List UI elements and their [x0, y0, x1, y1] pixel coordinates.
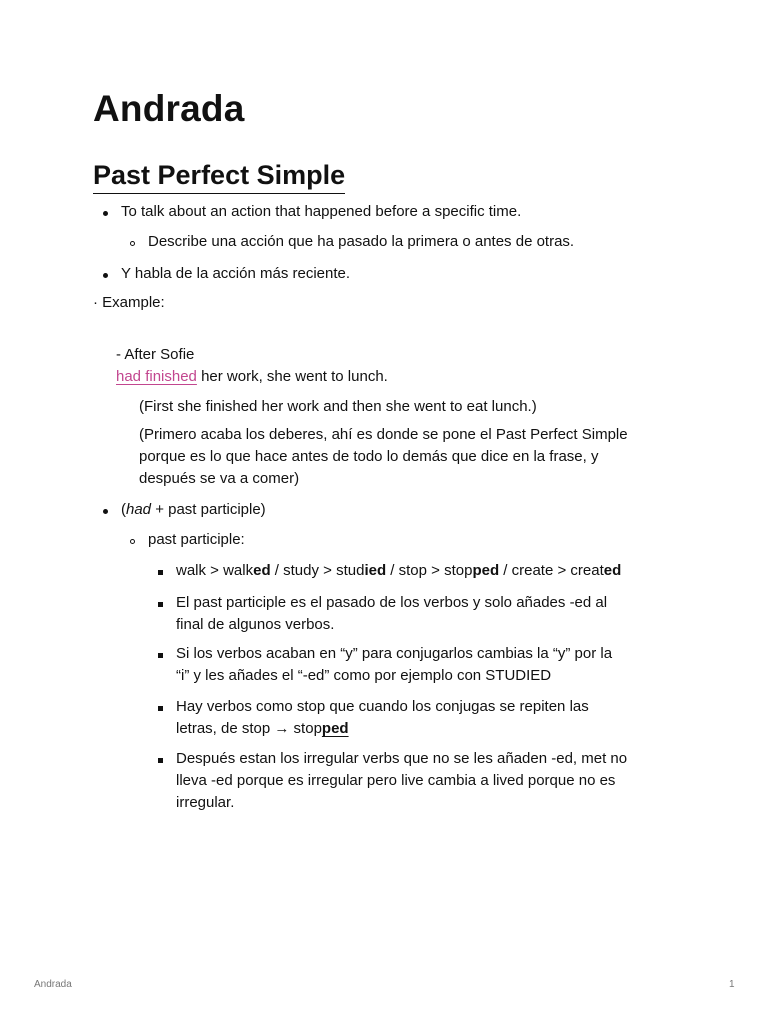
rule-text: El past participle es el pasado de los verbos y solo añades -ed al: [176, 594, 608, 611]
rule-suffix: ed: [253, 562, 271, 579]
rule-text: / study > stud: [270, 562, 365, 579]
bullet-square-icon: [158, 602, 163, 607]
bullet-square-icon: [158, 758, 163, 763]
example-note-es-line: después se va a comer): [139, 470, 300, 487]
example-note-es-line: porque es lo que hace antes de todo lo demás que dice en la frase, y: [139, 448, 599, 465]
rule-text: / stop > stop: [386, 562, 473, 579]
bullet-text: To talk about an action that happened before a specific time.: [121, 203, 522, 220]
bullet-circle-icon: [130, 539, 135, 544]
rule-text: lleva -ed porque es irregular pero live cambia a lived porque no es: [176, 772, 616, 789]
sub-bullet-text: past participle:: [148, 531, 245, 548]
example-note-en: (First she finished her work and then she went to eat lunch.): [139, 398, 537, 415]
rule-examples: [176, 560, 621, 582]
bullet-square-icon: [158, 706, 163, 711]
document-title: Andrada: [93, 88, 245, 129]
formula-rest: + past participle): [151, 501, 266, 518]
rule-text: “i” y les añades el “-ed” como por ejemplo con STUDIED: [176, 667, 552, 684]
bullet-text: Y habla de la acción más reciente.: [121, 265, 351, 282]
rule-suffix: ed: [603, 562, 622, 579]
bullet-disc-icon: [103, 509, 108, 514]
bullet-disc-icon: [103, 273, 108, 278]
highlighted-text: had finished: [116, 368, 197, 385]
example-sentence-start: - After Sofie: [116, 346, 195, 363]
formula-paren: (: [121, 501, 126, 518]
bullet-circle-icon: [130, 241, 135, 246]
formula-text: [121, 499, 266, 521]
rule-text: Después estan los irregular verbs que no se les añaden -ed, met no: [176, 750, 628, 767]
bullet-square-icon: [158, 653, 163, 658]
rule-suffix: ped: [472, 562, 500, 579]
example-sentence: [116, 366, 388, 388]
rule-text: Hay verbos como stop que cuando los conjugas se repiten las: [176, 698, 589, 715]
rule-text: walk > walk: [176, 562, 254, 579]
rule-text: / create > creat: [499, 562, 604, 579]
formula-had: had: [126, 501, 152, 518]
rule-text: final de algunos verbos.: [176, 616, 335, 633]
rule-text: letras, de stop → stop: [176, 720, 322, 737]
rule-suffix: ped: [321, 720, 349, 737]
footer-page-number: 1: [729, 979, 735, 990]
bullet-square-icon: [158, 570, 163, 575]
bullet-disc-icon: [103, 211, 108, 216]
example-sentence-end: her work, she went to lunch.: [196, 368, 388, 385]
rule-suffix: ied: [364, 562, 387, 579]
rule-text: [176, 718, 349, 740]
example-note-es-line: (Primero acaba los deberes, ahí es donde se pone el Past Perfect Simple: [139, 426, 628, 443]
sub-bullet-text: Describe una acción que ha pasado la primera o antes de otras.: [148, 233, 575, 250]
footer-author: Andrada: [34, 979, 72, 990]
rule-text: Si los verbos acaban en “y” para conjugarlos cambias la “y” por la: [176, 645, 613, 662]
example-label: · Example:: [93, 294, 165, 311]
section-title: Past Perfect Simple: [93, 157, 345, 194]
rule-text: irregular.: [176, 794, 235, 811]
